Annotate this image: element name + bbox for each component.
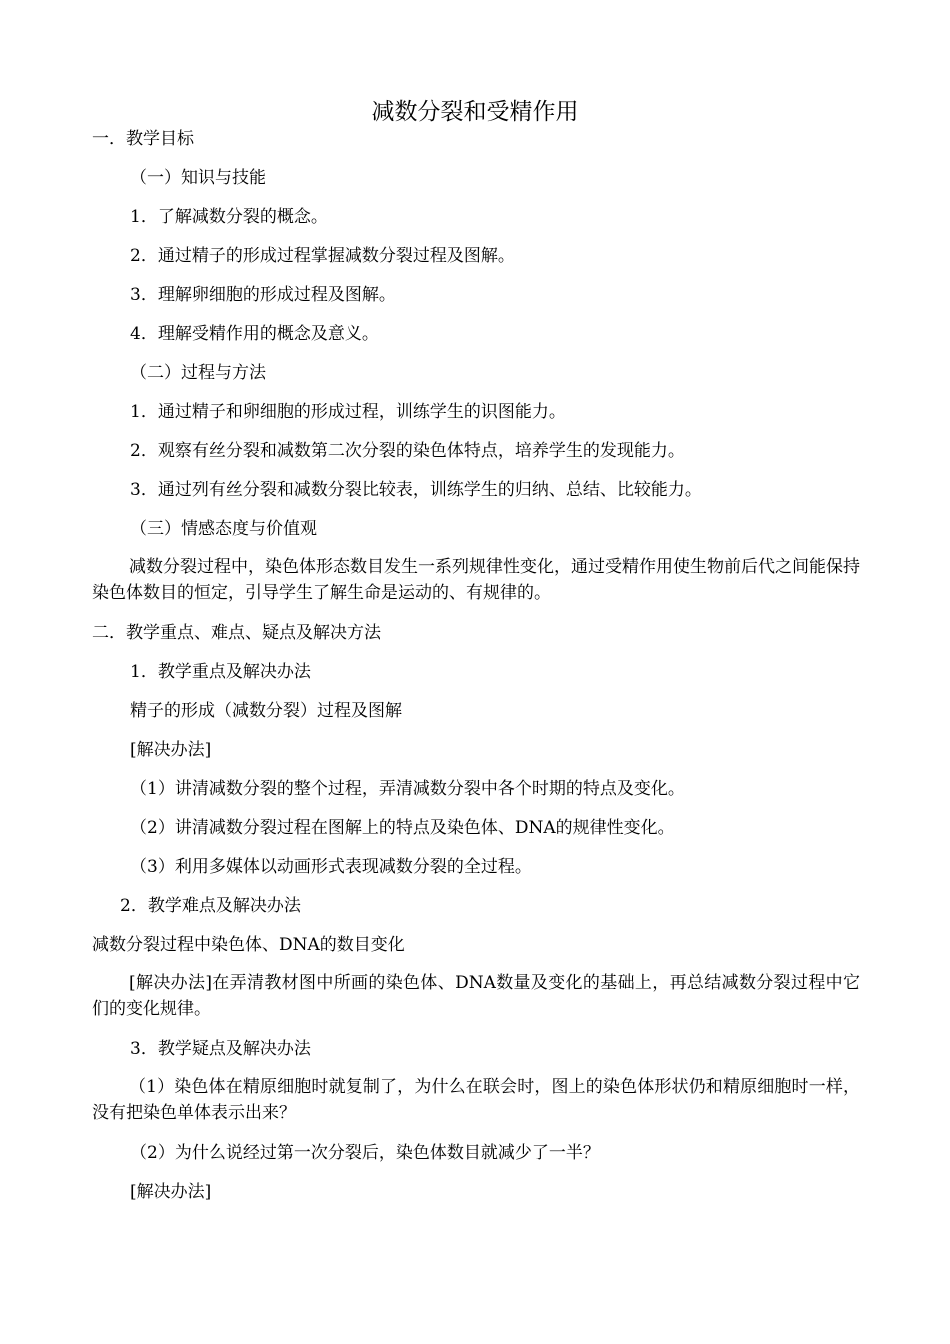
method-label: [解决办法] [130,1182,212,1202]
list-item: （2）讲清减数分裂过程在图解上的特点及染色体、DNA的规律性变化。 [130,818,675,838]
method-label: [解决办法] [130,740,212,760]
key-points-topic: 精子的形成（减数分裂）过程及图解 [130,701,402,721]
list-item: （3）利用多媒体以动画形式表现减数分裂的全过程。 [130,857,532,877]
list-item: 1．通过精子和卵细胞的形成过程，训练学生的识图能力。 [130,402,566,422]
doubts-heading: 3．教学疑点及解决办法 [130,1039,311,1059]
list-item: （1）讲清减数分裂的整个过程，弄清减数分裂中各个时期的特点及变化。 [130,779,685,799]
list-item: 4．理解受精作用的概念及意义。 [130,324,379,344]
section-2-heading: 二．教学重点、难点、疑点及解决方法 [92,623,381,643]
document-title: 减数分裂和受精作用 [371,99,579,125]
list-item: 3．通过列有丝分裂和减数分裂比较表，训练学生的归纳、总结、比较能力。 [130,480,702,500]
list-item: 1．了解减数分裂的概念。 [130,207,328,227]
difficulties-topic: 减数分裂过程中染色体、DNA的数目变化 [92,935,405,955]
subsection-attitudes-values: （三）情感态度与价值观 [130,519,317,539]
difficulties-heading: 2．教学难点及解决办法 [120,896,301,916]
key-points-heading: 1．教学重点及解决办法 [130,662,311,682]
subsection-process-methods: （二）过程与方法 [130,363,266,383]
doubt-question-2: （2）为什么说经过第一次分裂后，染色体数目就减少了一半？ [130,1143,600,1163]
list-item: 2．观察有丝分裂和减数第二次分裂的染色体特点，培养学生的发现能力。 [130,441,685,461]
difficulties-method-paragraph: [解决办法]在弄清教材图中所画的染色体、DNA数量及变化的基础上，再总结减数分裂过程中它们的变化规律。 [92,973,860,1019]
section-1-heading: 一．教学目标 [92,129,194,149]
list-item: 3．理解卵细胞的形成过程及图解。 [130,285,396,305]
list-item: 2．通过精子的形成过程掌握减数分裂过程及图解。 [130,246,515,266]
attitudes-paragraph: 减数分裂过程中，染色体形态数目发生一系列规律性变化，通过受精作用使生物前后代之间能保持染色体数目的恒定，引导学生了解生命是运动的、有规律的。 [92,557,860,603]
subsection-knowledge-skills: （一）知识与技能 [130,168,266,188]
doubt-question-1: （1）染色体在精原细胞时就复制了，为什么在联会时，图上的染色体形状仍和精原细胞时一样，没有把染色单体表示出来？ [92,1077,860,1123]
